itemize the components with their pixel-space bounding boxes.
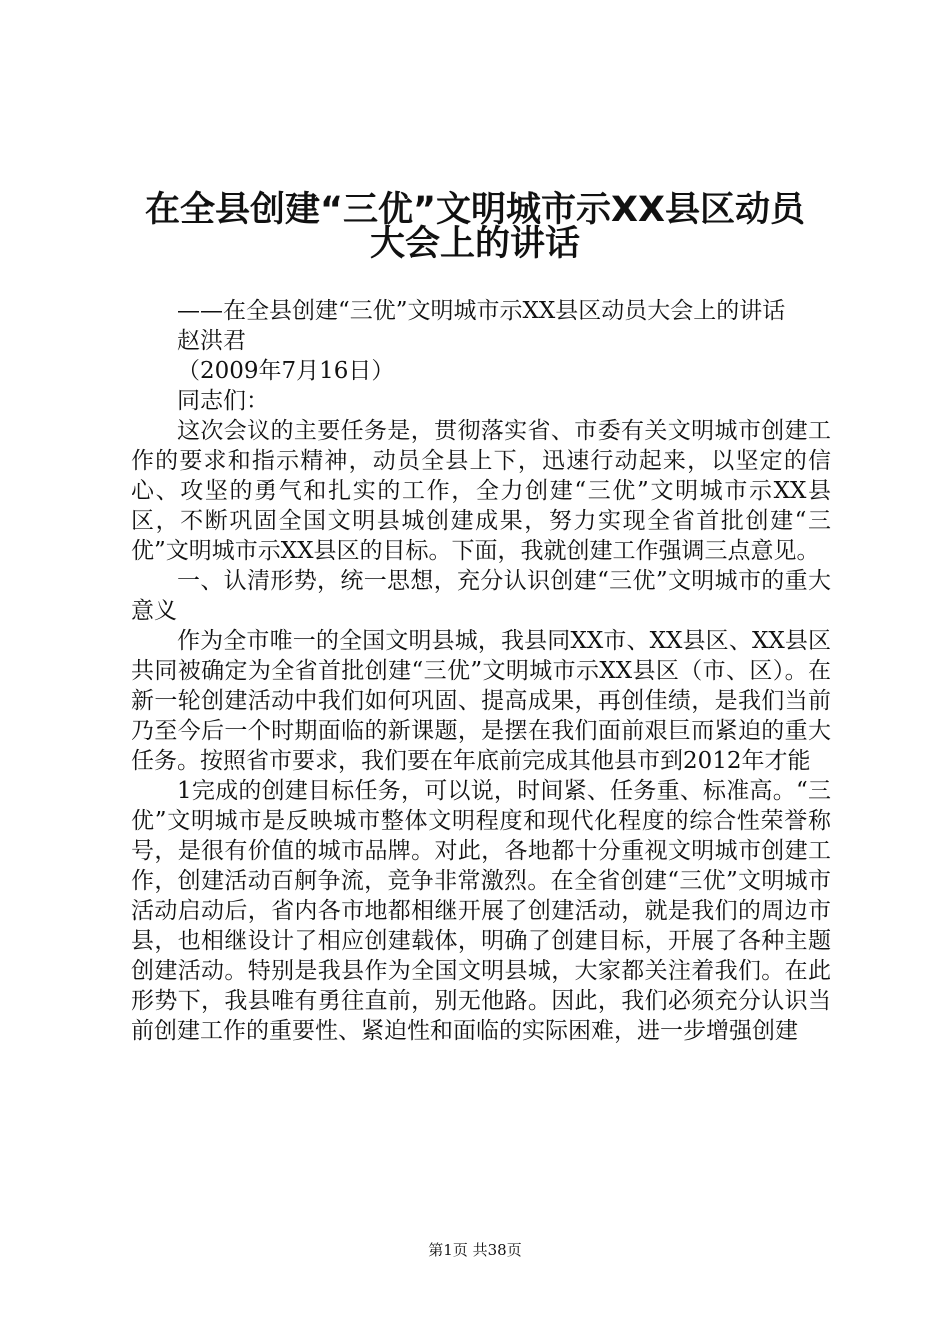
speech-date: （2009年7月16日） (177, 358, 395, 384)
author: 赵洪君 (177, 328, 246, 354)
document-body (131, 296, 831, 1046)
paragraph-intro: 这次会议的主要任务是，贯彻落实省、市委有关文明城市创建工作的要求和指示精神，动员全县上下，迅速行动起来，以坚定的信心、攻坚的勇气和扎实的工作，全力创建“三优”文明城市示XX县区，不断巩固全国文明县城创建成果，努力实现全省首批创建“三优”文明城市示XX县区的目标。下面，我就创建工作强调三点意见。 (131, 418, 831, 564)
paragraph-situation: 作为全市唯一的全国文明县城，我县同XX市、XX县区、XX县区共同被确定为全省首批创建“三优”文明城市示XX县区（市、区）。在新一轮创建活动中我们如何巩固、提高成果，再创佳绩，是我们当前乃至今后一个时期面临的新课题，是摆在我们面前艰巨而紧迫的重大任务。按照省市要求，我们要在年底前完成其他县市到2012年才能 (131, 628, 831, 774)
document-title-line-2: 大会上的讲话 (369, 224, 580, 264)
subtitle: ——在全县创建“三优”文明城市示XX县区动员大会上的讲话 (177, 298, 786, 324)
paragraph-competition: 1完成的创建目标任务，可以说，时间紧、任务重、标准高。“三优”文明城市是反映城市整体文明程度和现代化程度的综合性荣誉称号，是很有价值的城市品牌。对此，各地都十分重视文明城市创建工作，创建活动百舸争流，竞争非常激烈。在全省创建“三优”文明城市活动启动后，省内各市地都相继开展了创建活动，就是我们的周边市县，也相继设计了相应创建载体，明确了创建目标，开展了各种主题创建活动。特别是我县作为全国文明县城，大家都关注着我们。在此形势下，我县唯有勇往直前，别无他路。因此，我们必须充分认识当前创建工作的重要性、紧迫性和面临的实际困难，进一步增强创建 (131, 778, 831, 1044)
page-footer: 第1页 共38页 (428, 1241, 522, 1259)
section-heading-1: 一、认清形势，统一思想，充分认识创建“三优”文明城市的重大意义 (131, 568, 831, 624)
salutation: 同志们： (177, 388, 269, 414)
document-title-line-1: 在全县创建“三优”文明城市示XX县区动员 (145, 190, 805, 230)
